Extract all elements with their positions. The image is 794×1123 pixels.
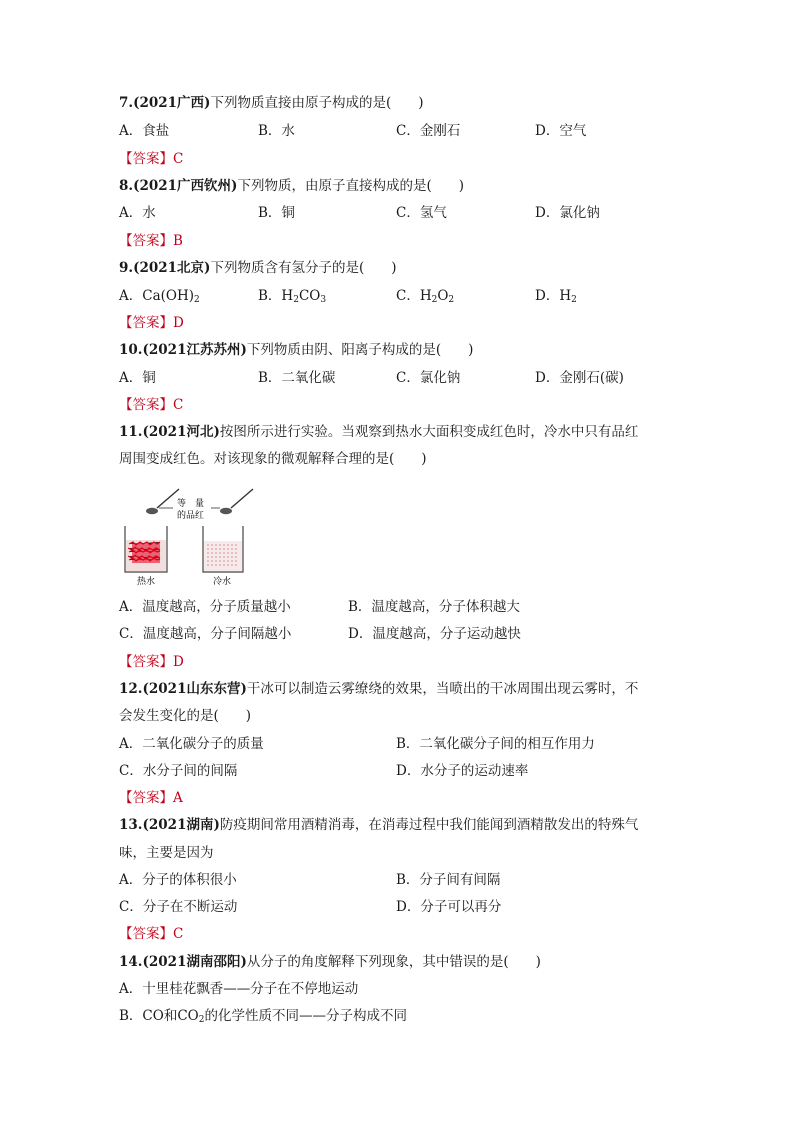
- question-source: (2021江苏苏州): [142, 342, 247, 358]
- question-13-stem: [119, 816, 638, 834]
- question-text: 下列物质由阴、阳离子构成的是( ): [246, 342, 474, 358]
- option-d: D．温度越高，分子运动越快: [348, 626, 521, 642]
- question-text: 从分子的角度解释下列现象，其中错误的是( ): [246, 954, 541, 970]
- question-source: (2021河北): [142, 424, 220, 440]
- question-number: 11.: [119, 424, 143, 440]
- option-b: B．二氧化碳: [258, 370, 336, 386]
- spoon-left: [146, 489, 179, 514]
- answer-label: 【答案】: [119, 233, 173, 249]
- answer-line: [119, 314, 184, 332]
- question-12-stem: [119, 680, 638, 698]
- option-a: A．水: [119, 205, 156, 221]
- question-source: (2021湖南邵阳): [142, 954, 247, 970]
- option-b: B．铜: [258, 205, 295, 221]
- answer-label: 【答案】: [119, 397, 173, 413]
- option-d: D．$H_2$: [535, 288, 577, 305]
- question-source: (2021广西钦州): [133, 178, 238, 194]
- option-c: C．分子在不断运动: [119, 899, 238, 915]
- answer-value: C: [173, 926, 184, 942]
- option-a: A．十里桂花飘香——分子在不停地运动: [119, 981, 359, 997]
- answer-value: C: [173, 151, 184, 167]
- question-text: 下列物质含有氢分子的是( ): [210, 260, 397, 276]
- answer-label: 【答案】: [119, 790, 173, 806]
- option-a: A．食盐: [119, 123, 170, 139]
- option-c: C．温度越高，分子间隔越小: [119, 626, 292, 642]
- cold-water-beaker: [203, 526, 243, 572]
- question-source: (2021湖南): [142, 817, 220, 833]
- question-number: 8.: [119, 178, 134, 194]
- option-b: B．水: [258, 123, 295, 139]
- option-c: C．$H_2O_2$: [396, 288, 455, 305]
- question-text: 干冰可以制造云雾缭绕的效果，当喷出的干冰周围出现云雾时，不: [246, 681, 639, 697]
- option-b: B．CO和$CO_2$的化学性质不同——分子构成不同: [119, 1008, 407, 1025]
- answer-value: B: [173, 233, 183, 249]
- option-b: B．二氧化碳分子间的相互作用力: [396, 736, 595, 752]
- question-source: (2021广西): [133, 95, 211, 111]
- question-source: (2021北京): [133, 260, 211, 276]
- label-hot-water: 热水: [137, 577, 156, 587]
- label-pinkred: 的品红: [177, 511, 205, 521]
- question-number: 10.: [119, 342, 143, 358]
- label-cold-water: 冷水: [213, 577, 232, 587]
- option-c: C．氢气: [396, 205, 447, 221]
- answer-label: 【答案】: [119, 926, 173, 942]
- question-number: 9.: [119, 260, 134, 276]
- question-text: 下列物质，由原子直接构成的是( ): [237, 178, 464, 194]
- option-d: D．空气: [535, 123, 587, 139]
- option-a: A．铜: [119, 370, 156, 386]
- option-c: C．金刚石: [396, 123, 461, 139]
- question-9-stem: [119, 259, 397, 277]
- option-b: B．$H_2CO_3$: [258, 288, 327, 305]
- option-d: D．金刚石(碳): [535, 370, 624, 386]
- label-equal-amount: 等 量: [177, 499, 205, 509]
- question-14-stem: [119, 953, 541, 971]
- option-c: C．水分子间的间隔: [119, 763, 238, 779]
- option-a: A．分子的体积很小: [119, 872, 237, 888]
- question-number: 12.: [119, 681, 143, 697]
- question-11-stem-cont: 周围变成红色。对该现象的微观解释合理的是( ): [119, 451, 427, 467]
- answer-value: D: [173, 315, 184, 331]
- option-d: D．氯化钠: [535, 205, 600, 221]
- spoon-right: [220, 489, 253, 514]
- question-text: 按图所示进行实验。当观察到热水大面积变成红色时，冷水中只有品红: [219, 424, 639, 440]
- question-12-stem-cont: 会发生变化的是( ): [119, 708, 252, 724]
- answer-value: A: [173, 790, 183, 806]
- question-text: 防疫期间常用酒精消毒，在消毒过程中我们能闻到酒精散发出的特殊气: [219, 817, 639, 833]
- experiment-figure: [119, 484, 269, 594]
- question-source: (2021山东东营): [142, 681, 247, 697]
- answer-label: 【答案】: [119, 315, 173, 331]
- question-text: 下列物质直接由原子构成的是( ): [210, 95, 424, 111]
- answer-line: [119, 396, 183, 414]
- option-c: C．氯化钠: [396, 370, 461, 386]
- question-13-stem-cont: 味，主要是因为: [119, 845, 214, 861]
- option-d: D．分子可以再分: [396, 899, 502, 915]
- question-11-stem: [119, 423, 638, 441]
- option-b: B．温度越高，分子体积越大: [348, 599, 520, 615]
- option-a: A．$Ca(OH)_2$: [119, 288, 200, 305]
- question-number: 13.: [119, 817, 143, 833]
- answer-line: [119, 789, 183, 807]
- answer-line: [119, 925, 183, 943]
- question-10-stem: [119, 341, 473, 359]
- answer-value: D: [173, 654, 184, 670]
- question-8-stem: [119, 177, 464, 195]
- question-number: 14.: [119, 954, 143, 970]
- hot-water-beaker: [125, 526, 167, 572]
- answer-label: 【答案】: [119, 654, 173, 670]
- option-a: A．二氧化碳分子的质量: [119, 736, 264, 752]
- option-d: D．水分子的运动速率: [396, 763, 529, 779]
- answer-label: 【答案】: [119, 151, 173, 167]
- question-number: 7.: [119, 95, 134, 111]
- answer-line: [119, 232, 183, 250]
- answer-line: [119, 653, 184, 671]
- option-b: B．分子间有间隔: [396, 872, 501, 888]
- question-7-stem: [119, 94, 424, 112]
- option-a: A．温度越高，分子质量越小: [119, 599, 291, 615]
- answer-line: [119, 150, 183, 168]
- answer-value: C: [173, 397, 184, 413]
